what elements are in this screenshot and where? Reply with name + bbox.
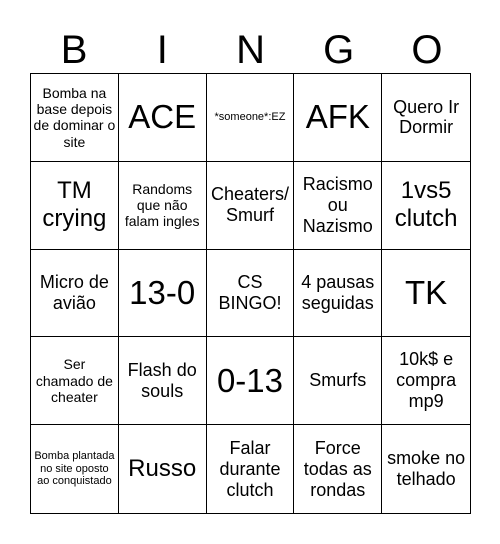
bingo-cell-r4-c1[interactable]: Ser chamado de cheater <box>31 337 119 425</box>
bingo-cell-r2-c5[interactable]: 1vs5 clutch <box>382 162 470 250</box>
bingo-cell-r4-c5[interactable]: 10k$ e compra mp9 <box>382 337 470 425</box>
bingo-cell-r5-c5[interactable]: smoke no telhado <box>387 448 466 490</box>
header-letter-g: G <box>323 28 355 72</box>
header-letter-i: I <box>156 28 168 72</box>
bingo-cell-r5-c2[interactable]: Russo <box>119 425 207 513</box>
bingo-cell-r1-c2[interactable]: ACE <box>119 74 207 162</box>
bingo-cell-r5-c4[interactable]: Force todas as rondas <box>294 425 382 513</box>
bingo-cell-r4-c3[interactable]: 0-13 <box>207 337 295 425</box>
bingo-cell-r5-c1[interactable]: Bomba plantada no site oposto ao conquistado <box>31 425 119 513</box>
bingo-cell-r5-c3[interactable]: Falar durante clutch <box>207 425 295 513</box>
header-letter-n: N <box>236 28 265 72</box>
bingo-cell-r3-c1[interactable]: Micro de avião <box>31 250 119 338</box>
bingo-cell-r2-c1[interactable]: TM crying <box>31 162 119 250</box>
bingo-cell-r3-c3-free[interactable]: CS BINGO! <box>207 250 295 338</box>
bingo-cell-r2-c4[interactable]: Racismo ou Nazismo <box>294 162 382 250</box>
bingo-cell-r1-c1[interactable]: Bomba na base depois de dominar o site <box>31 74 119 162</box>
bingo-header <box>30 22 471 78</box>
bingo-cell-r1-c3[interactable]: *someone*:EZ <box>207 74 295 162</box>
bingo-cell-r4-c2[interactable]: Flash do souls <box>119 337 207 425</box>
bingo-cell-r3-c5[interactable]: TK <box>382 250 470 338</box>
bingo-cell-r3-c4[interactable]: 4 pausas seguidas <box>294 250 382 338</box>
bingo-cell-r1-c5[interactable]: Quero Ir Dormir <box>382 74 470 162</box>
bingo-cell-r2-c2[interactable]: Randoms que não falam ingles <box>119 162 207 250</box>
bingo-cell-r2-c3[interactable]: Cheaters/ Smurf <box>207 162 295 250</box>
bingo-card-grid <box>30 73 471 514</box>
header-letter-o: O <box>411 28 443 72</box>
bingo-cell-r1-c4[interactable]: AFK <box>294 74 382 162</box>
bingo-cell-r4-c4[interactable]: Smurfs <box>294 337 382 425</box>
header-letter-b: B <box>60 28 88 72</box>
bingo-cell-r3-c2[interactable]: 13-0 <box>119 250 207 338</box>
